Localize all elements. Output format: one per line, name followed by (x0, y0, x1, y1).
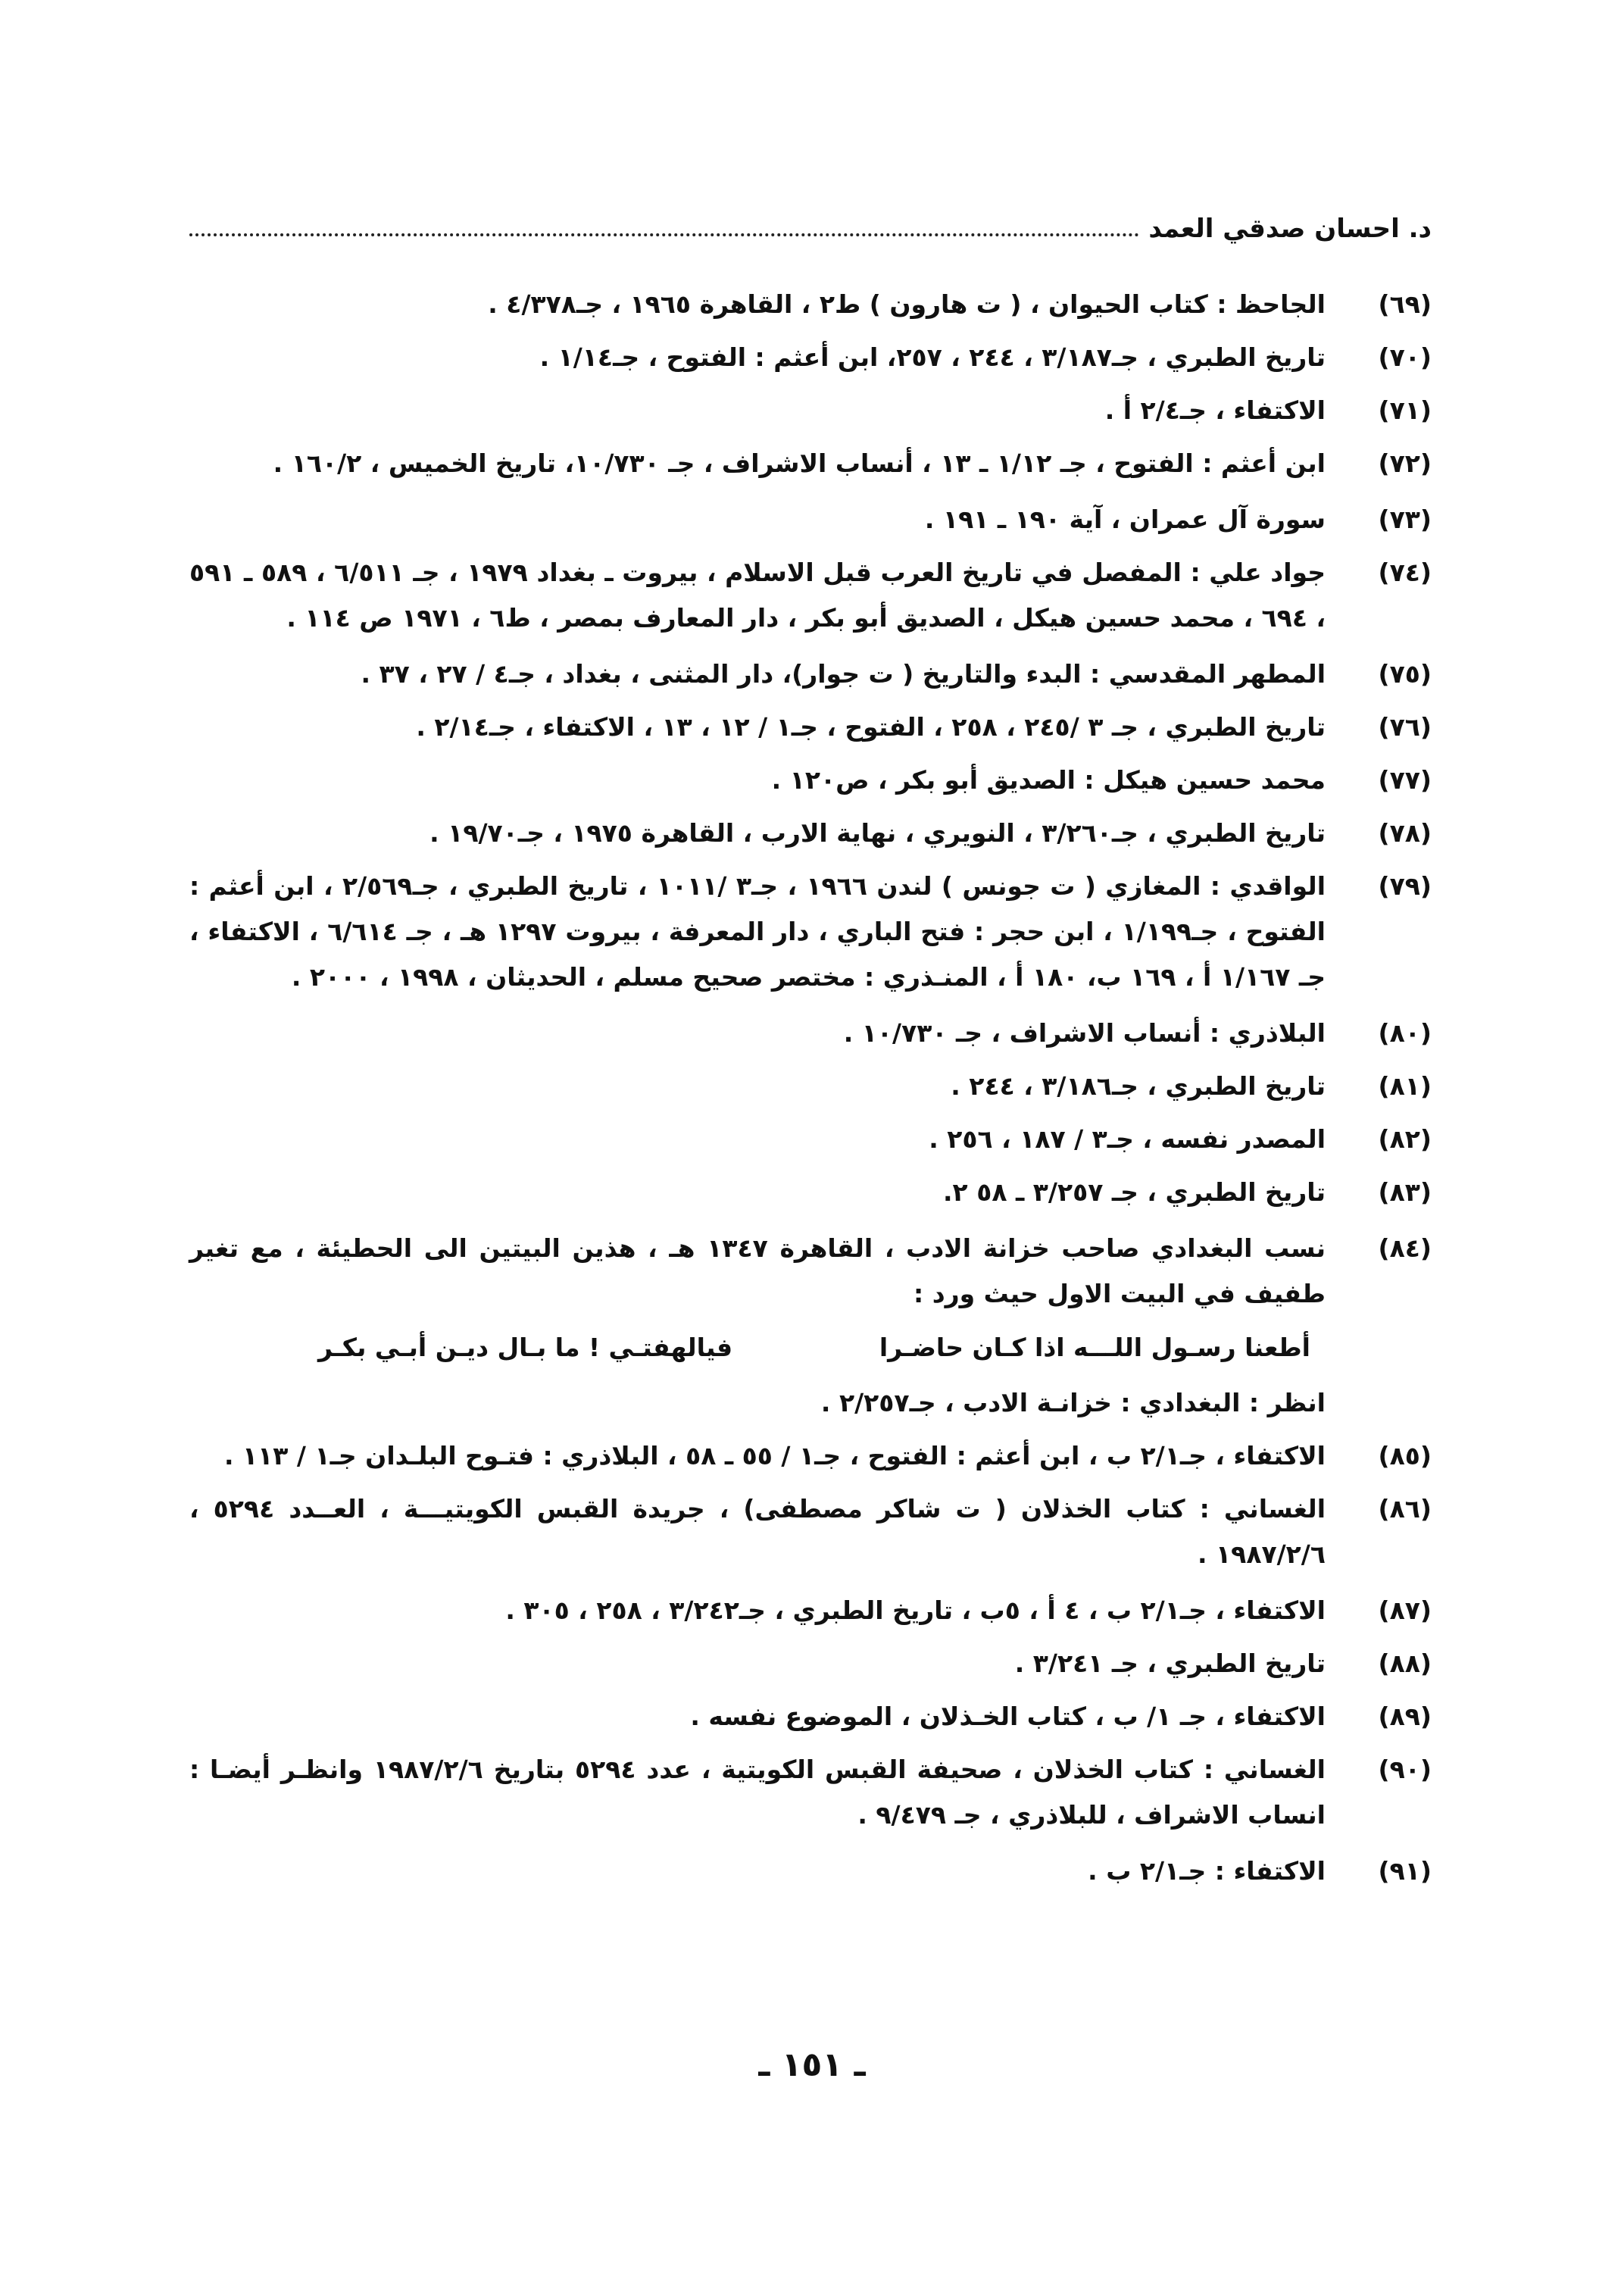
footnote-91 (189, 1849, 1432, 1894)
footnote-number: (٧٢) (1378, 448, 1432, 478)
footnote-text: الاكتفاء ، جـ٢/١ ب ، ٤ أ ، ٥ب ، تاريخ الطبري ، جـ٣/٢٤٢ ، ٢٥٨ ، ٣٠٥ . (505, 1595, 1326, 1625)
poetry-verse (318, 1324, 1432, 1371)
footnote-text: الاكتفاء : جـ٢/١ ب . (1088, 1856, 1326, 1886)
footnote-text: تاريخ الطبري ، جـ ٣/٢٥٧ ـ ٥٨ ٢. (943, 1177, 1326, 1207)
footnote-88 (189, 1641, 1432, 1686)
footnote-number: (٧١) (1378, 395, 1432, 425)
footnote-text: البلاذري : أنساب الاشراف ، جـ ١٠/٧٣٠ . (843, 1018, 1326, 1048)
footnote-number: (٧٦) (1378, 712, 1432, 742)
footnote-text: جواد علي : المفصل في تاريخ العرب قبل الاسلام ، بيروت ـ بغداد ١٩٧٩ ، جـ ٦/٥١١ ، ٥٨٩ ـ ٥٩١ ، ٦٩٤ ، محمد حسين هيكل ، الصديق أبو بكر ، دار المعارف بمصر ، ط٦ ، ١٩٧١ ص ١١٤ . (189, 558, 1326, 633)
footnote-number: (٧٠) (1378, 342, 1432, 372)
footnote-number: (٧٩) (1378, 871, 1432, 901)
footnote-text: الجاحظ : كتاب الحيوان ، ( ت هارون ) ط٢ ، القاهرة ١٩٦٥ ، جـ٤/٣٧٨ . (488, 289, 1326, 319)
footnote-number: (٨٨) (1378, 1649, 1432, 1678)
author-name: د. احسان صدقي العمد (1148, 214, 1432, 244)
footnote-78 (189, 811, 1432, 856)
footnote-86 (189, 1486, 1432, 1577)
footnote-text: الاكتفاء ، جـ ١/ ب ، كتاب الخـذلان ، الموضوع نفسه . (690, 1702, 1326, 1731)
footnote-74 (189, 550, 1432, 641)
footnote-text: تاريخ الطبري ، جـ٣/١٨٦ ، ٢٤٤ . (951, 1071, 1326, 1101)
footnote-76 (189, 705, 1432, 750)
footnote-text: تاريخ الطبري ، جـ٣/١٨٧ ، ٢٤٤ ، ٢٥٧، ابن أعثم : الفتوح ، جـ١/١٤ . (539, 342, 1326, 372)
footnote-79 (189, 864, 1432, 1000)
footnote-81 (189, 1064, 1432, 1109)
footnote-83 (189, 1170, 1432, 1215)
footnote-number: (٩٠) (1378, 1755, 1432, 1784)
verse-second-half: فيالهفتـي ! ما بـال ديـن أبـي بكـر (318, 1333, 733, 1362)
footnote-number: (٨٤) (1378, 1233, 1432, 1263)
footnote-number: (٩١) (1378, 1856, 1432, 1886)
footnote-number: (٨٣) (1378, 1177, 1432, 1207)
footnote-number: (٧٤) (1378, 558, 1432, 587)
footnote-number: (٨٧) (1378, 1595, 1432, 1625)
footnote-84 (189, 1226, 1432, 1317)
footnote-text: تاريخ الطبري ، جـ ٣ /٢٤٥ ، ٢٥٨ ، الفتوح ، جـ١ / ١٢ ، ١٣ ، الاكتفاء ، جـ٢/١٤ . (416, 712, 1326, 742)
footnote-number: (٨٥) (1378, 1441, 1432, 1470)
footnote-number: (٧٣) (1378, 505, 1432, 534)
footnote-number: (٨٩) (1378, 1702, 1432, 1731)
footnote-text: ابن أعثم : الفتوح ، جـ ١/١٢ ـ ١٣ ، أنساب الاشراف ، جـ ١٠/٧٣٠، تاريخ الخميس ، ١٦٠/٢ . (273, 448, 1326, 478)
footnote-69 (189, 282, 1432, 327)
footnote-number: (٨٠) (1378, 1018, 1432, 1048)
footnote-text: الواقدي : المغازي ( ت جونس ) لندن ١٩٦٦ ، جـ٣ /١٠١١ ، تاريخ الطبري ، جـ٢/٥٦٩ ، ابن أعثم : الفتوح ، جـ١/١٩٩ ، ابن حجر : فتح الباري ، دار المعرفة ، بيروت ١٢٩٧ هـ ، جـ ٦/٦١٤ ، الاكتفاء ، جـ ١/١٦٧ أ ، ١٦٩ ب، ١٨٠ أ ، المنـذري : مختصر صحيح مسلم ، الحديثان ، ١٩٩٨ ، ٢٠٠٠ . (189, 871, 1326, 992)
header-dotted-rule (189, 230, 1139, 236)
verse-first-half: أطعنا رسـول اللـــه اذا كـان حاضـرا (879, 1333, 1310, 1362)
footnote-text: الغساني : كتاب الخذلان ، صحيفة القبس الكويتية ، عدد ٥٢٩٤ بتاريخ ١٩٨٧/٢/٦ وانظـر أيضـا : انساب الاشراف ، للبلاذري ، جـ ٩/٤٧٩ . (189, 1755, 1326, 1830)
footnote-text: المطهر المقدسي : البدء والتاريخ ( ت جوار)، دار المثنى ، بغداد ، جـ٤ / ٢٧ ، ٣٧ . (361, 659, 1326, 689)
footnote-85 (189, 1433, 1432, 1479)
footnote-70 (189, 335, 1432, 380)
footnote-75 (189, 652, 1432, 697)
footnote-80 (189, 1011, 1432, 1056)
footnote-text: تاريخ الطبري ، جـ ٣/٢٤١ . (1014, 1649, 1326, 1678)
footnote-text: نسب البغدادي صاحب خزانة الادب ، القاهرة ١٣٤٧ هـ ، هذين البيتين الى الحطيئة ، مع تغير طفيف في البيت الاول حيث ورد : (189, 1233, 1326, 1308)
footnote-71 (189, 388, 1432, 433)
running-header (189, 198, 1432, 244)
footnote-77 (189, 758, 1432, 803)
footnote-number: (٦٩) (1378, 289, 1432, 319)
footnote-text: محمد حسين هيكل : الصديق أبو بكر ، ص١٢٠ . (771, 765, 1326, 795)
footnote-number: (٧٨) (1378, 818, 1432, 848)
footnote-72 (189, 441, 1432, 486)
footnote-73 (189, 497, 1432, 542)
footnote-text: الغساني : كتاب الخذلان ( ت شاكر مصطفى) ، جريدة القبس الكويتيـــة ، العــدد ٥٢٩٤ ، ١٩٨٧/٢/٦ . (189, 1494, 1326, 1569)
verse-reference (189, 1380, 1432, 1426)
verse-reference-text: انظر : البغدادي : خزانـة الادب ، جـ٢/٢٥٧ . (820, 1388, 1326, 1417)
footnote-82 (189, 1117, 1432, 1162)
footnote-87 (189, 1588, 1432, 1633)
footnote-number: (٧٥) (1378, 659, 1432, 689)
footnote-text: المصدر نفسه ، جـ٣ / ١٨٧ ، ٢٥٦ . (929, 1124, 1326, 1154)
footnote-text: الاكتفاء ، جـ٢/٤ أ . (1104, 395, 1326, 425)
footnote-number: (٨٦) (1378, 1494, 1432, 1524)
footnote-number: (٧٧) (1378, 765, 1432, 795)
footnote-number: (٨١) (1378, 1071, 1432, 1101)
footnote-number: (٨٢) (1378, 1124, 1432, 1154)
footnote-text: سورة آل عمران ، آية ١٩٠ ـ ١٩١ . (924, 505, 1326, 534)
footnotes-list (189, 282, 1432, 1902)
footnote-text: الاكتفاء ، جـ٢/١ ب ، ابن أعثم : الفتوح ، جـ١ / ٥٥ ـ ٥٨ ، البلاذري : فتـوح البلـدان جـ١ / ١١٣ . (223, 1441, 1326, 1470)
footnote-89 (189, 1694, 1432, 1739)
footnote-90 (189, 1747, 1432, 1838)
page-number: ـ ١٥١ ـ (758, 2046, 866, 2084)
footnote-text: تاريخ الطبري ، جـ٣/٢٦٠ ، النويري ، نهاية الارب ، القاهرة ١٩٧٥ ، جـ١٩/٧٠ . (429, 818, 1326, 848)
